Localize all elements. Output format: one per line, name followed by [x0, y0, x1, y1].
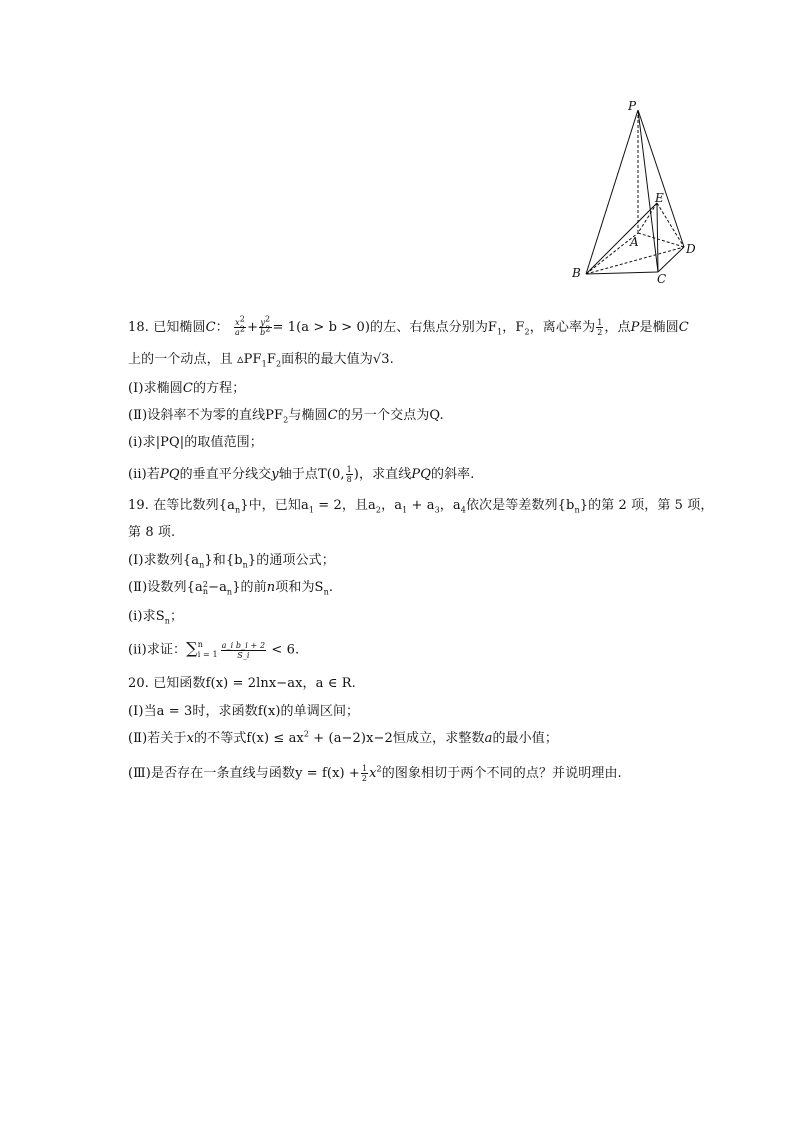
- q18-line-2: 上的一个动点，且 $▵PF_1F_2$面积的最大值为√3.: [128, 352, 394, 369]
- label-B: B: [572, 266, 581, 280]
- q18-part-2-i: (i)求|PQ|的取值范围；: [128, 435, 263, 450]
- q18-part-2-ii: (ii)若PQ的垂直平分线交y轴于点T(0, $\frac{1}{8}$ )，求直线PQ的斜率.: [128, 465, 475, 484]
- q18-part-2: (Ⅱ)设斜率不为零的直线$PF_2$与椭圆C的另一个交点为Q.: [128, 408, 444, 425]
- label-A: A: [630, 235, 639, 249]
- q19-part-1: (Ⅰ)求数列$\{a_n\}$和$\{b_n\}$的通项公式；: [128, 553, 335, 570]
- q19-part-2: (Ⅱ)设数列{a 2 n $-a_n$}的前n项和为$S_n$.: [128, 579, 334, 597]
- q19-part-2-ii: (ii)求证：∑ n i = 1 $\frac{\text{a\_i b\_i + 2}}{S\_i}$ < 6.: [128, 638, 300, 660]
- q18-line-1: 18. 已知椭圆C： $\frac{x^2}{a^2}$ + $\frac{y^2}{b^2}$ = 1(a > b > 0)的左、右焦点分别为$F_1$，$F_2$，离心率为 $\frac{1}{2}$ ，点P是椭圆C: [128, 314, 689, 337]
- label-P: P: [628, 99, 637, 113]
- q20-part-2: (Ⅱ)若关于x的不等式$f(x) \le ax^2 + (a-2)x-2$恒成立，求整数a的最小值；: [128, 729, 558, 746]
- fraction-one-half-b: $\frac{1}{2}$: [361, 764, 368, 783]
- fraction-y2-b2: $\frac{y^2}{b^2}$: [260, 314, 271, 337]
- label-C: C: [657, 272, 667, 285]
- label-E: E: [655, 191, 664, 205]
- q20-line-1: 20. 已知函数f(x) = 2lnx−ax，a ∈ R.: [128, 676, 356, 691]
- q19-line-1: 19. 在等比数列$\{a_n\}$中，已知$a_1 = 2$，且$a_2$，$a_1 + a_3$，$a_4$依次是等差数列$\{b_n\}$的第 2 项，第 5 项，: [128, 498, 714, 515]
- pyramid-figure: [560, 95, 710, 285]
- fraction-one-eighth: $\frac{1}{8}$: [346, 465, 352, 484]
- q20-part-3: (Ⅲ)是否存在一条直线与函数y = f(x) + $\frac{1}{2}$ $x^2$的图象相切于两个不同的点？并说明理由.: [128, 764, 622, 783]
- fraction-x2-a2: $\frac{x^2}{a^2}$: [235, 314, 246, 337]
- q19-part-2-i: (i)求$S_n$；: [128, 609, 184, 626]
- fraction-sum-term: $\frac{\text{a\_i b\_i + 2}}{S\_i}$: [221, 640, 266, 660]
- label-D: D: [686, 242, 696, 256]
- q20-part-1: (Ⅰ)当a = 3时，求函数f(x)的单调区间；: [128, 704, 360, 719]
- q19-line-2: 第 8 项.: [128, 525, 176, 540]
- q18-part-1: (Ⅰ)求椭圆C的方程；: [128, 381, 246, 396]
- fraction-one-half: $\frac{1}{2}$: [597, 318, 603, 337]
